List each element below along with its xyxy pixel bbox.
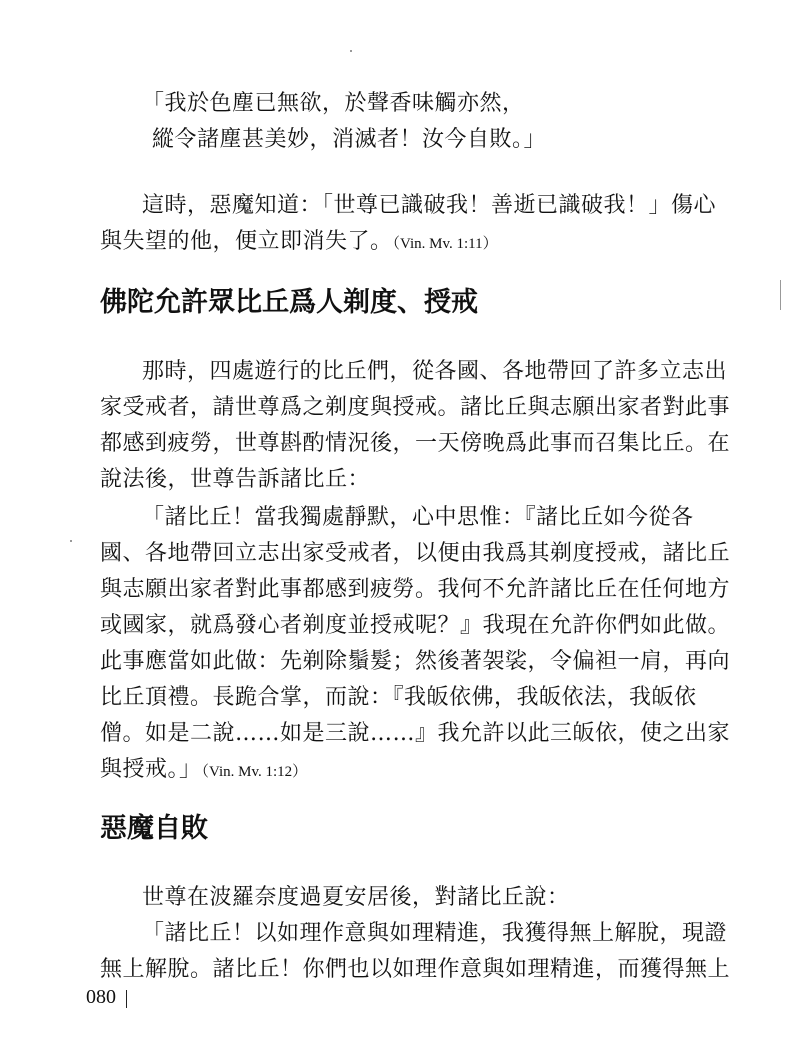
para3-line-6: 比丘頂禮。長跪合掌，而說：『我皈依佛，我皈依法，我皈依 [100,685,697,710]
para1-line-1: 這時，惡魔知道：「世尊已識破我！善逝已識破我！」傷心 [142,193,717,218]
para2-line-3: 都感到疲勞，世尊斟酌情況後，一天傍晚爲此事而召集比丘。在 [100,431,731,456]
para2-line-1: 那時，四處遊行的比丘們，從各國、各地帶回了許多立志出 [142,359,728,384]
para3-line-8 [100,756,307,786]
para2-line-2: 家受戒者，請世尊爲之剃度與授戒。諸比丘與志願出家者對此事 [100,395,731,420]
para1-line-2 [100,228,498,258]
para3-line-2: 國、各地帶回立志出家受戒者，以便由我爲其剃度授戒，諸比丘 [100,541,731,566]
section-heading: 佛陀允許眾比丘爲人剃度、授戒 [100,287,478,318]
section-heading: 惡魔自敗 [100,813,208,844]
citation: （Vin. Mv. 1:12） [201,764,308,780]
scan-speck [70,540,72,542]
para2-line-4: 說法後，世尊告訴諸比丘： [100,467,371,492]
para3-line-1: 「諸比丘！當我獨處靜默，心中思惟：『諸比丘如今從各 [142,505,694,530]
verse-line-1: 「我於色塵已無欲，於聲香味觸亦然， [142,91,525,116]
scan-speck [350,50,352,52]
scan-edge-mark [780,280,781,310]
para4-line-3: 無上解脫。諸比丘！你們也以如理作意與如理精進，而獲得無上 [100,957,731,982]
para3-line-5: 此事應當如此做：先剃除鬚髮；然後著袈裟，令偏袒一肩，再向 [100,649,731,674]
para4-line-1: 世尊在波羅奈度過夏安居後，對諸比丘說： [142,885,570,910]
para3-line-4: 或國家，就爲發心者剃度並授戒呢？』我現在允許你們如此做。 [100,613,731,638]
citation: （Vin. Mv. 1:11） [392,236,498,252]
para3-line-3: 與志願出家者對此事都感到疲勞。我何不允許諸比丘在任何地方 [100,577,731,602]
para4-line-2: 「諸比丘！以如理作意與如理精進，我獲得無上解脫，現證 [142,921,728,946]
para3-line-7: 僧。如是二說……如是三說……』我允許以此三皈依，使之出家 [100,721,731,746]
para1-line-2-text: 與失望的他，便立即消失了。 [100,229,393,254]
para3-line-8-text: 與授戒。」 [100,757,202,782]
page-number: 080 [86,986,116,1008]
verse-line-2: 縱令諸塵甚美妙，消滅者！汝今自敗。」 [152,127,547,152]
folio-divider [126,990,127,1008]
